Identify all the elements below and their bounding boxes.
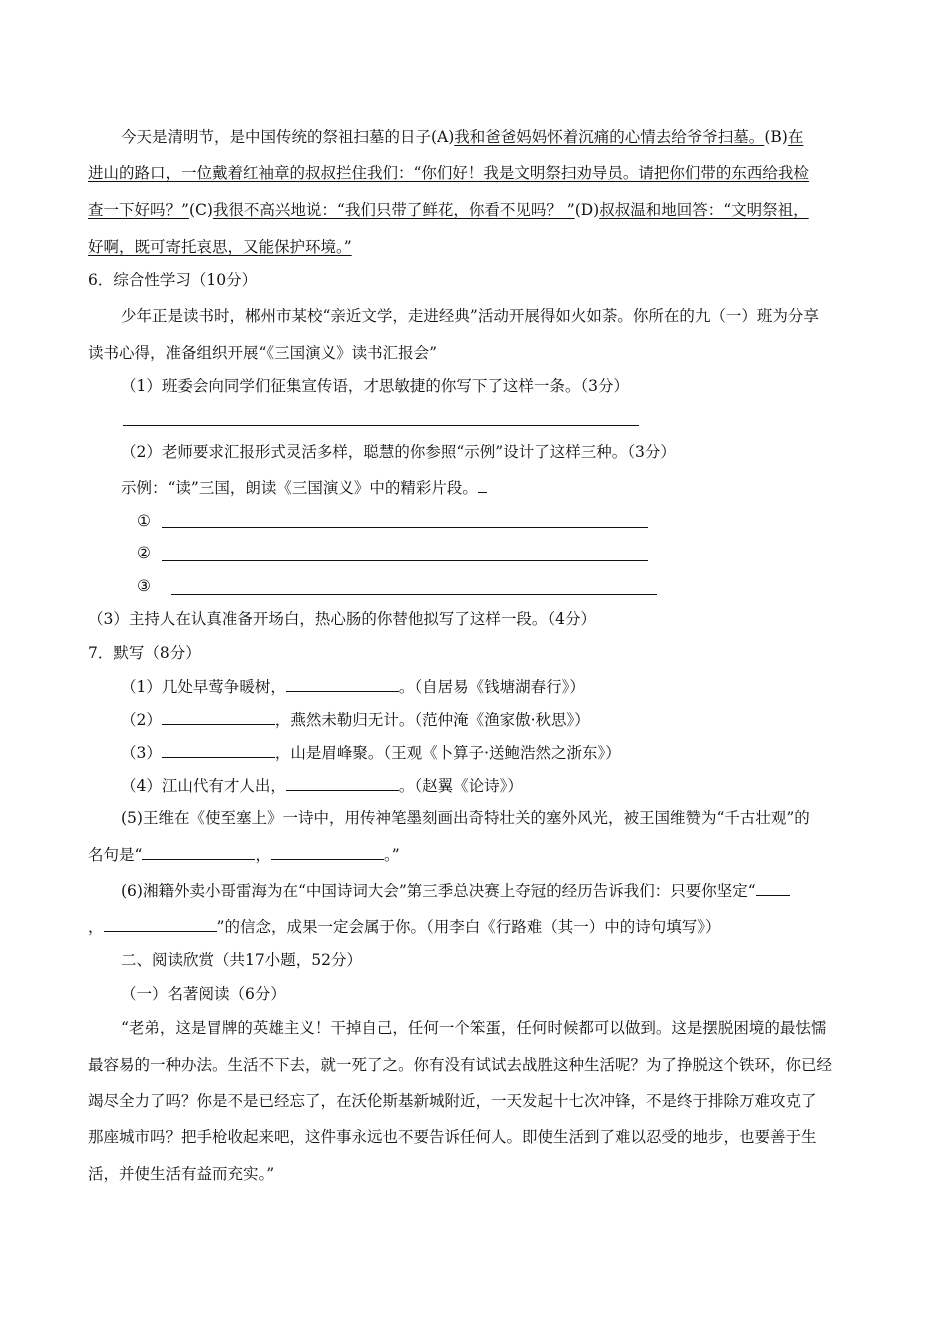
example-text: 示例：“读”三国，朗读《三国演义》中的精彩片段。 xyxy=(121,479,478,497)
text-span: 。” xyxy=(383,846,400,864)
section-title: 二、阅读欣赏（共17小题，52分） xyxy=(121,951,362,969)
text-span: （1）几处早莺争暖树， xyxy=(121,678,286,696)
q6-example xyxy=(121,476,487,499)
label-d: (D) xyxy=(574,201,600,219)
q6-sub1: （1）班委会向同学们征集宣传语，才思敏捷的你写下了这样一条。（3分） xyxy=(121,377,629,395)
text-span: ， xyxy=(88,918,104,936)
underlined-sentence-b: 在 xyxy=(787,128,804,146)
answer-blank[interactable] xyxy=(756,879,790,896)
answer-line[interactable] xyxy=(123,425,639,426)
answer-blank[interactable] xyxy=(286,774,399,791)
text-span: (6)湘籍外卖小哥雷海为在“中国诗词大会”第三季总决赛上夺冠的经历告诉我们：只要你坚定“ xyxy=(121,882,756,900)
circled-three: ③ xyxy=(137,577,151,595)
passage-line: 进山的路口，一位戴着红袖章的叔叔拦住我们：“你们好！我是文明祭扫劝导员。请把你们带的东西给我检 xyxy=(88,164,809,182)
answer-line[interactable] xyxy=(171,594,657,595)
q7-item xyxy=(88,915,720,938)
text-span: ，燕然未勒归无计。（范仲淹《渔家傲·秋思》） xyxy=(274,711,590,729)
q6-intro: 少年正是读书时，郴州市某校“亲近文学，走进经典”活动开展得如火如荼。你所在的九（一）班为分享 xyxy=(121,307,819,325)
q7-title: 7．默写（8分） xyxy=(88,644,201,662)
passage-line xyxy=(88,199,809,221)
underlined-text: 查一下好吗？” xyxy=(88,201,189,219)
answer-blank[interactable] xyxy=(478,476,487,493)
text-span: ， xyxy=(255,846,271,864)
answer-blank[interactable] xyxy=(162,708,275,725)
text-span: （4）江山代有才人出， xyxy=(121,777,286,795)
excerpt-line: 最容易的一种办法。生活不下去，就一死了之。你有没有试试去战胜这种生活呢？为了挣脱这个铁环，你已经 xyxy=(88,1056,833,1074)
excerpt-line: 活，并使生活有益而充实。” xyxy=(88,1165,275,1183)
excerpt-line: 那座城市吗？把手枪收起来吧，这件事永远也不要告诉任何人。即使生活到了难以忍受的地步，也要善于生 xyxy=(88,1128,817,1146)
underlined-sentence-a: 我和爸爸妈妈怀着沉痛的心情去给爷爷扫墓。 xyxy=(454,128,765,146)
q6-sub3: （3）主持人在认真准备开场白，热心肠的你替他拟写了这样一段。（4分） xyxy=(88,610,596,628)
text-span: 。（自居易《钱塘湖春行》） xyxy=(398,678,585,696)
passage-line xyxy=(121,126,803,148)
text-span: （3） xyxy=(121,744,162,762)
text-span: 。（赵翼《论诗》） xyxy=(398,777,523,795)
passage-line: 好啊，既可寄托哀思，又能保护环境。” xyxy=(88,238,352,256)
text-span: （2） xyxy=(121,711,162,729)
underlined-sentence-c: 我很不高兴地说：“我们只带了鲜花，你看不见吗？ ” xyxy=(212,201,575,219)
q7-item xyxy=(88,843,400,866)
q7-item xyxy=(121,708,590,731)
text-span: 名句是“ xyxy=(88,846,143,864)
circled-two: ② xyxy=(137,544,151,562)
answer-blank[interactable] xyxy=(286,675,399,692)
q7-item xyxy=(121,774,523,797)
circled-one: ① xyxy=(137,512,151,530)
q7-item: (5)王维在《使至塞上》一诗中，用传神笔墨刻画出奇特壮关的塞外风光，被王国维赞为“千古壮观”的 xyxy=(121,809,810,827)
excerpt-line: “老弟，这是冒牌的英雄主义！干掉自己，任何一个笨蛋，任何时候都可以做到。这是摆脱困境的最怯懦 xyxy=(121,1019,827,1037)
q6-sub2: （2）老师要求汇报形式灵活多样，聪慧的你参照“示例”设计了这样三种。（3分） xyxy=(121,443,676,461)
label-c: (C) xyxy=(188,201,213,219)
q7-item xyxy=(121,879,790,902)
label-b: (B) xyxy=(764,128,788,146)
text-span: 今天是清明节，是中国传统的祭祖扫墓的日子(A) xyxy=(121,128,455,146)
answer-blank[interactable] xyxy=(162,741,275,758)
answer-blank[interactable] xyxy=(271,843,384,860)
q7-item xyxy=(121,675,585,698)
excerpt-line: 竭尽全力了吗？你是不是已经忘了，在沃伦斯基新城附近，一天发起十七次冲锋，不是终于排除万难攻克了 xyxy=(88,1092,817,1110)
q7-item xyxy=(121,741,621,764)
underlined-sentence-d: 叔叔温和地回答：“文明祭祖， xyxy=(599,201,809,219)
q6-title: 6．综合性学习（10分） xyxy=(88,271,258,289)
answer-blank[interactable] xyxy=(142,843,255,860)
answer-line[interactable] xyxy=(162,527,648,528)
part-title: （一）名著阅读（6分） xyxy=(121,985,286,1003)
answer-line[interactable] xyxy=(162,560,648,561)
text-span: ，山是眉峰聚。（王观《卜算子·送鲍浩然之浙东》） xyxy=(274,744,621,762)
text-span: ”的信念，成果一定会属于你。（用李白《行路难（其一）中的诗句填写》） xyxy=(216,918,721,936)
q6-intro: 读书心得，准备组织开展“《三国演义》读书汇报会” xyxy=(88,344,438,362)
answer-blank[interactable] xyxy=(104,915,217,932)
